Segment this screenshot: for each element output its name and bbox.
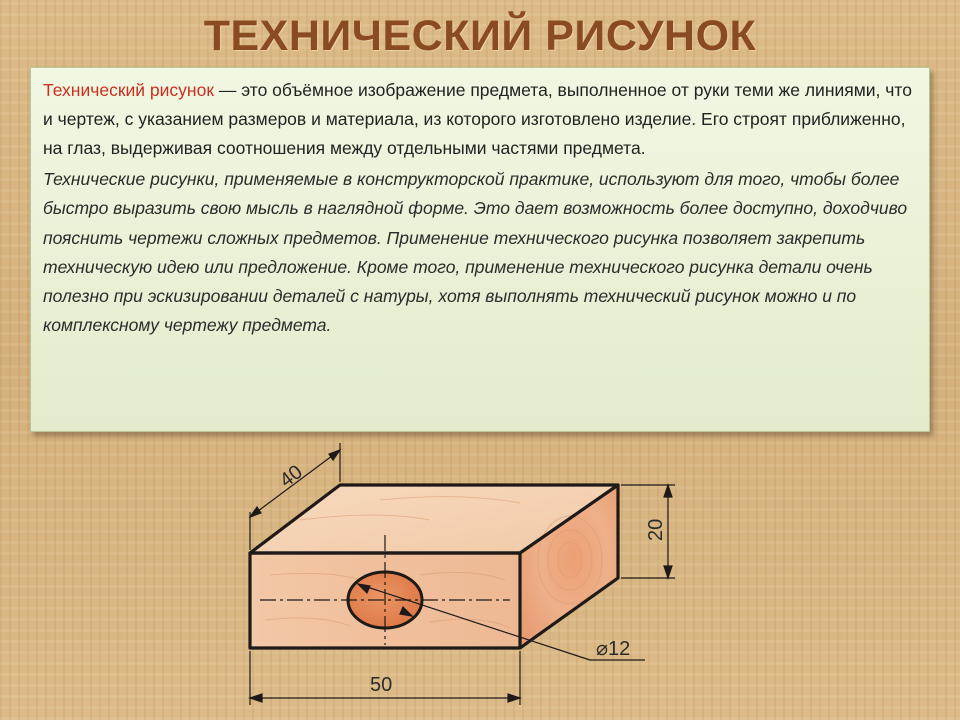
width-label: 50 [370, 674, 393, 696]
slide-title: ТЕХНИЧЕСКИЙ РИСУНОК [203, 12, 757, 60]
height-label: 20 [645, 518, 667, 541]
definition-text: — это объёмное изображение предмета, выполненное от руки теми же линиями, что и чертеж, с указанием размеров и материала, из которого изготовлено изделие. Его строят приближенно, на глаз, выдерживая соотношения между отдельными частями предмета. [43, 80, 912, 158]
explanation-paragraph: Технические рисунки, применяемые в конструкторской практике, используют для того, чтобы более быстро выразить свою мысль в наглядной форме. Это дает возможность более доступно, доходчиво пояснить чертежи сложных предметов. Применение технического рисунка позволяет закрепить техническую идею или предложение. Кроме того, применение технического рисунка детали очень полезно при эскизировании деталей с натуры, хотя выполнять технический рисунок можно и по комплексному чертежу предмета. [43, 169, 908, 336]
hole-diameter-label: ⌀12 [596, 638, 631, 660]
depth-label: 40 [275, 461, 307, 492]
definition-term: Технический рисунок [43, 80, 214, 100]
